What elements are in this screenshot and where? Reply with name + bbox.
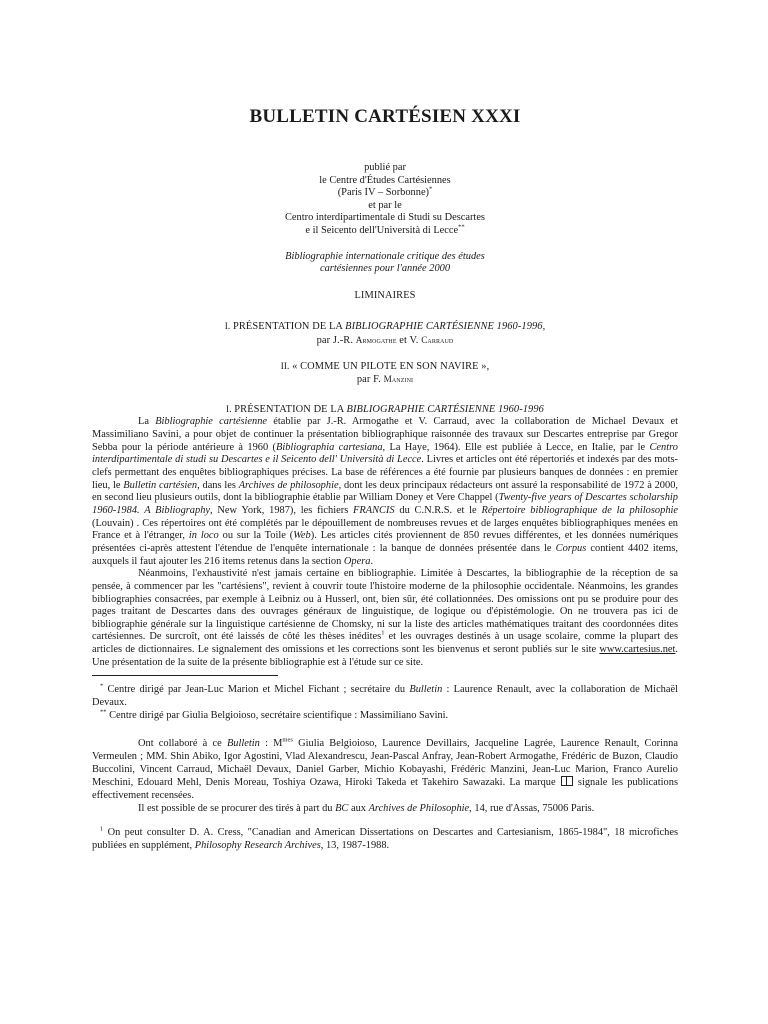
subtitle-line: Bibliographie internationale critique des études [285, 250, 485, 262]
document-page [92, 100, 678, 853]
website-link[interactable]: www.cartesius.net [599, 644, 676, 656]
publisher-line: e il Seicento dell'Università di Lecce** [305, 223, 465, 236]
body-text [92, 416, 678, 669]
paragraph: Il est possible de se procurer des tirés à part du BC aux Archives de Philosophie, 14, rue d'Assas, 75006 Paris. [138, 802, 595, 814]
publisher-line: publié par [364, 162, 406, 173]
publisher-line: et par le [368, 199, 402, 211]
section-heading: I. PRÉSENTATION DE LA BIBLIOGRAPHIE CARTÉSIENNE 1960-1996 [226, 403, 544, 415]
paragraph: Ont collaboré à ce Bulletin : $M^{mes}$ Giulia Belgioioso, Laurence Devillairs, Jacqueline Lagrée, Laurence Renault, Corinna Vermeulen ; MM. Shin Abiko, Igor Agostini, Vlad Alexandrescu, Jean-Pascal Anfray, Jean-Robert Armogathe, Frédéric de Buzon, Claudio Buccolini, Vincent Carraud, Michaël Devaux, Daniel Garber, Michio Kobayashi, Frédéric Manzini, Jean-Luc Marion, Franco Aurelio Meschini, Edouard Mehl, Denis Moreau, Toshiya Ozawa, Hiroki Takeda et Takehiro Sawazaki. La marque signale les publications effectivement recensées. [92, 736, 678, 802]
footnote-marker: * [429, 185, 433, 193]
footnote-marker: 1 [381, 630, 385, 637]
notes-block [92, 684, 678, 722]
publisher-line: (Paris IV – Sorbonne)* [337, 185, 433, 199]
footnote-block [92, 827, 678, 852]
book-icon [561, 776, 573, 786]
toc-entry-ii: II. « COMME UN PILOTE EN SON NAVIRE », par F. Manzini [280, 360, 490, 386]
note: * Centre dirigé par Jean-Luc Marion et Michel Fichant ; secrétaire du Bulletin : Laurence Renault, avec la collaboration de Michaël Devaux. [92, 682, 678, 709]
publisher-block [92, 162, 678, 238]
publisher-line: Centro interdipartimentale di Studi su Descartes [285, 212, 485, 224]
document-title: BULLETIN CARTÉSIEN XXXI [249, 106, 521, 127]
paragraph: La Bibliographie cartésienne établie par J.-R. Armogathe et V. Carraud, avec la collaboration de Michael Devaux et Massimiliano Savini, a pour objet de continuer la présentation bibliographique raisonnée des travaux sur Descartes entreprise par Gregor Sebba pour la période antérieure à 1960 (Bibliographia cartesiana, La Haye, 1964). Elle est publiée à Lecce, en Italie, par le Centro interdipartimentale di studi su Descartes e il Seicento dell' Università di Lecce. Livres et articles ont été répertoriés et indexés par des mots-clefs permettant des enquêtes bibliographiques précises. La base de références a été fournie par plusieurs banques de données : en premier lieu, le Bulletin cartésien, dans les Archives de philosophie, dont les deux principaux rédacteurs ont assuré la responsabilité de 1972 à 2000, en second lieu plusieurs outils, dont la bibliographie établie par William Doney et Vere Chappel (Twenty-five years of Descartes scholarship 1960-1984. A Bibliography, New York, 1987), les fichiers FRANCIS du C.N.R.S. et le Répertoire bibliographique de la philosophie (Louvain) . Ces répertoires ont été complétés par le dépouillement de nombreuses revues et de larges enquêtes bibliographiques menées en France et à l'étranger, in loco ou sur la Toile (Web). Les articles cités proviennent de 850 revues différentes, et les données numériques présentées ci-après attestent l'étendue de l'enquête internationale : la banque de données présentée dans le Corpus contient 4402 items, auxquels il faut ajouter les 216 items retenus dans la section Opera. [92, 416, 679, 567]
subtitle-block [92, 251, 678, 276]
paragraph: Néanmoins, l'exhaustivité n'est jamais certaine en bibliographie. Limitée à Descartes, la bibliographie de la réception de sa pensée, à commencer par les "cartésiens", revient à couvrir toute l'histoire moderne de la philosophie occidentale. Néanmoins, les grandes bibliographies consacrées, par exemple à Leibniz ou à Husserl, ont, bien sûr, été collationnées. Des omissions ont pu se produire pour des pages traitant de Descartes dans des ouvrages généraux de linguistique, de logique ou d'épistémologie. On ne trouvera pas ici de bibliographie générale sur la linguistique cartésienne de Chomsky, ni sur la liste des articles mathématiques traitant des coordonnées dites cartésiennes. De surcroît, ont été laissés de côté les thèses inédites$^1$ et les ouvrages destinés à un usage scolaire, comme la plupart des articles de dictionnaires. Le signalement des omissions et les corrections sont les bienvenus et seront publiés sur le site www.cartesius.net. Une présentation de la suite de la présente bibliographie est à l'étude sur ce site. [92, 568, 678, 668]
subtitle-line: cartésiennes pour l'année 2000 [319, 263, 451, 275]
collaborators-block [92, 738, 678, 815]
note: ** Centre dirigé par Giulia Belgioioso, secrétaire scientifique : Massimiliano Savini. [100, 708, 449, 721]
toc-entry-i: I. PRÉSENTATION DE LA BIBLIOGRAPHIE CARTÉSIENNE 1960-1996, par J.-R. Armogathe et V. Carraud [224, 321, 546, 346]
footnote-marker: ** [458, 223, 465, 231]
publisher-line: le Centre d'Études Cartésiennes [319, 174, 451, 186]
liminaires-heading: LIMINAIRES [354, 289, 416, 301]
footnote: $^1$ On peut consulter D. A. Cress, "Canadian and American Dissertations on Descartes and Cartesianism, 1865-1984", 18 microfiches publiées en supplément, Philosophy Research Archives, 13, 1987-1988. [92, 825, 678, 851]
footnote-divider [92, 675, 278, 676]
